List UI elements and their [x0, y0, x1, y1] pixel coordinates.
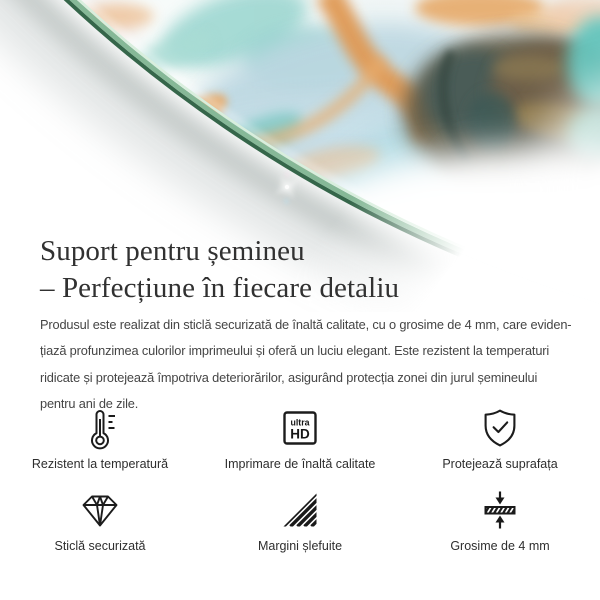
thermometer-icon	[78, 404, 122, 452]
page-title-line1: Suport pentru șemineu	[40, 235, 305, 267]
feature-temperature-resistant	[0, 404, 200, 472]
feature-high-quality-print	[200, 404, 400, 472]
description-line: pentru ani de zile.	[40, 395, 139, 411]
ultra-hd-icon	[278, 404, 322, 452]
feature-label: Imprimare de înaltă calitate	[224, 457, 376, 471]
ultra-hd-badge-bottom: HD	[290, 426, 310, 442]
feature-tempered-glass	[0, 486, 200, 554]
feature-label: Margini șlefuite	[257, 539, 343, 553]
polished-edge-icon	[278, 486, 322, 534]
feature-thickness	[400, 486, 600, 554]
shield-check-icon	[478, 404, 522, 452]
description-line: ridicate și protejează împotriva deteriorărilor, asigurând protecția zonei din jurul șemineului	[40, 369, 538, 385]
description-line: Produsul este realizat din sticlă securizată de înaltă calitate, cu o grosime de 4 mm, care eviden-	[40, 317, 572, 332]
thickness-arrows-icon	[478, 486, 522, 534]
feature-grid	[0, 404, 600, 554]
diamond-icon	[78, 486, 122, 534]
feature-label: Protejează suprafața	[442, 457, 558, 471]
page-title	[40, 233, 399, 307]
page-title-line2: – Perfecțiune în fiecare detaliu	[40, 272, 400, 304]
product-description	[40, 312, 585, 417]
feature-label: Sticlă securizată	[54, 539, 146, 553]
feature-protects-surface	[400, 404, 600, 472]
description-line: țiază profunzimea culorilor imprimeului și oferă un luciu elegant. Este rezistent la temperaturi	[40, 343, 550, 359]
feature-label: Grosime de 4 mm	[450, 539, 550, 553]
feature-label: Rezistent la temperatură	[31, 457, 169, 471]
feature-polished-edges	[200, 486, 400, 554]
ultra-hd-badge-top: ultra	[290, 417, 310, 428]
